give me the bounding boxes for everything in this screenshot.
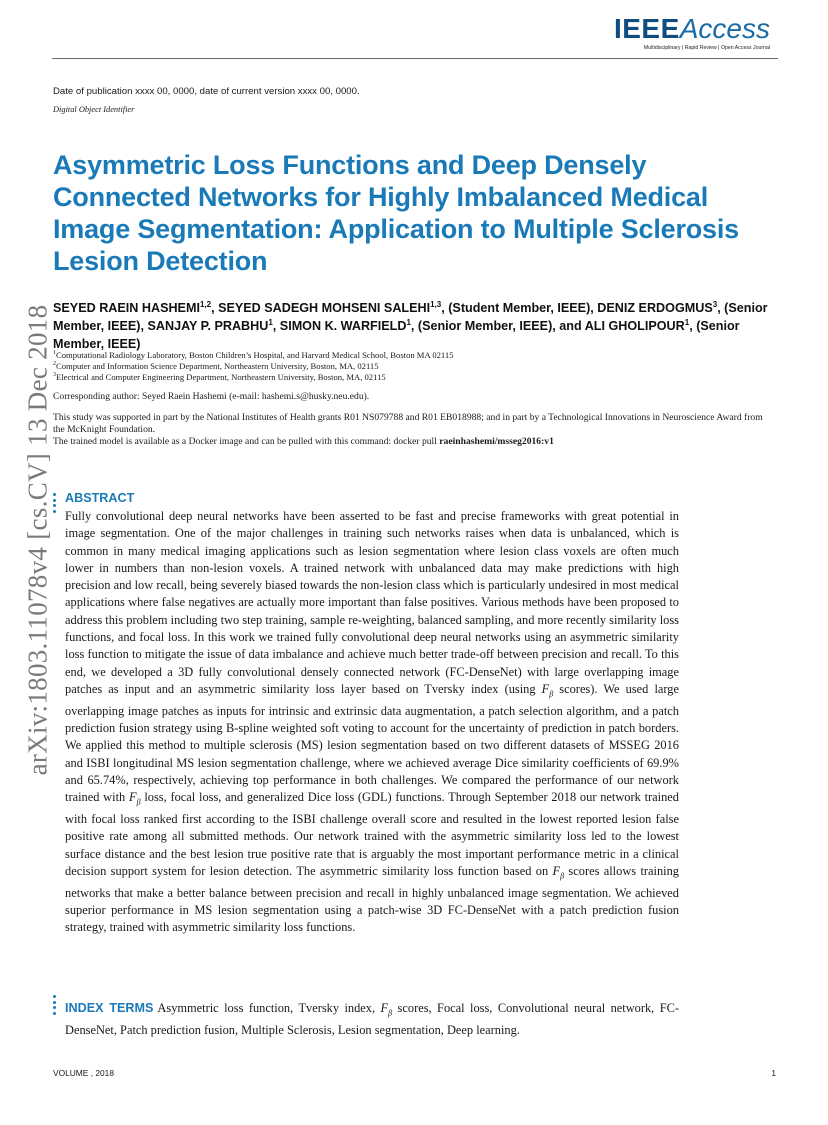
affiliation-text: Computer and Information Science Department, Northeastern University, Boston, MA, 02115 [56,361,379,371]
abstract-heading: ABSTRACT [65,491,135,505]
author-suffix: , (Senior Member, IEEE), [53,301,768,333]
author-suffix: , [272,319,280,333]
docker-text: The trained model is available as a Docker image and can be pulled with this command: docker pull [53,436,440,447]
affiliation-number: 1 [53,350,56,357]
affiliation-item [53,350,454,361]
f-beta-subscript: β [560,871,565,881]
f-beta-subscript: β [549,689,554,699]
author-suffix: , [211,301,219,315]
affiliation-item [53,361,454,372]
author-name: SANJAY P. PRABHU [147,319,269,333]
funding-text: This study was supported in part by the National Institutes of Health grants R01 NS079788 and R01 EB018988; and in part by a Technological Innovations in Neuroscience Award from the McKnight Foundation. [53,412,763,435]
abstract-segment: scores allows training networks that make a better balance between precision and recall in highly unbalanced image segmentation. We achieved superior performance in MS lesion segmentation using a patch-wise 3D FC-DenseNet with a patch prediction fusion strategy, trained with asymmetric similarity loss functions. [65,863,679,935]
author-name: DENIZ ERDOGMUS [597,301,713,315]
f-beta-symbol [552,863,565,881]
affiliation-text: Electrical and Computer Engineering Department, Northeastern University, Boston, MA, 02115 [56,372,386,382]
abstract-marker-icon [53,493,57,515]
index-terms-marker-icon [53,995,57,1017]
f-beta-subscript: β [136,797,141,807]
index-terms-segment: Asymmetric loss function, Tversky index, [157,1001,381,1015]
logo-tagline: Multidisciplinary | Rapid Review | Open Access Journal [643,45,770,51]
author-affiliation-marker: 3 [712,299,718,309]
abstract-segment: loss, focal loss, and generalized Dice loss (GDL) functions. Through September 2018 our network trained with focal loss ranked first according to the ISBI challenge overall score and resulted in the lowest reported lesion false positive rate among all submitted methods. Our network trained with the asymmetric similarity loss led to the lowest surface distance and the best lesion true positive rate that is arguably the most important performance metric in a clinical decision support system for lesion detection. The asymmetric similarity loss function based on [65,790,680,878]
author-affiliation-marker: 1,2 [199,299,212,309]
f-beta-letter: F [552,863,561,878]
affiliation-number: 2 [53,361,56,368]
index-terms [65,1000,679,1039]
abstract-text [65,508,679,937]
paper-title: Asymmetric Loss Functions and Deep Densely Connected Networks for Highly Imbalanced Medical Image Segmentation: Application to Multiple Sclerosis Lesion Detection [53,150,739,276]
author-name: SIMON K. WARFIELD [279,319,407,333]
ieee-access-logo [614,14,770,51]
arxiv-stamp: arXiv:1803.11078v4 [cs.CV] 13 Dec 2018 [22,304,53,776]
docker-command: raeinhashemi/msseg2016:v1 [439,436,554,447]
footer-volume: VOLUME , 2018 [53,1068,114,1078]
doi-label: Digital Object Identifier [53,105,135,114]
f-beta-symbol [128,790,141,807]
author-suffix: , (Senior Member, IEEE), and [410,319,585,333]
f-beta-letter: F [541,681,550,696]
logo-ieee-text: IEEE [613,13,680,44]
author-name: ALI GHOLIPOUR [584,319,685,333]
index-terms-heading: INDEX TERMS [65,1001,154,1015]
publication-date: Date of publication xxxx 00, 0000, date of current version xxxx 00, 0000. [53,86,360,97]
logo-access-text: Access [679,13,770,44]
f-beta-letter: F [128,790,137,805]
f-beta-letter: F [380,1001,389,1015]
corresponding-author: Corresponding author: Seyed Raein Hashemi (e-mail: hashemi.s@husky.neu.edu). [53,391,370,402]
f-beta-subscript: β [388,1008,393,1018]
author-suffix: , (Student Member, IEEE), [441,301,598,315]
author-affiliation-marker: 1 [406,317,411,327]
author-name: SEYED SADEGH MOHSENI SALEHI [218,301,431,315]
author-affiliation-marker: 1,3 [430,299,442,309]
index-terms-segment: scores, Focal loss, Convolutional neural network, FC-DenseNet, Patch prediction fusion, Multiple Sclerosis, Lesion segmentation, Deep learning. [65,1001,679,1037]
author-suffix: , (Senior Member, IEEE) [53,319,740,351]
affiliation-text: Computational Radiology Laboratory, Boston Children’s Hospital, and Harvard Medical School, Boston MA 02115 [56,350,454,360]
f-beta-symbol [541,681,554,699]
abstract-segment: Fully convolutional deep neural networks have been asserted to be fast and precise frameworks with great potential in image segmentation. One of the major challenges in training such networks raises when data is unbalanced, which is common in many medical imaging applications such as lesion segmentation where lesion class voxels are often much lower in numbers than non-lesion voxels. A trained network with unbalanced data may make predictions with high precision and low recall, being severely biased towards the non-lesion class which is particularly undesired in most medical applications where false negatives are actually more important than false positives. Various methods have been proposed to address this problem including two step training, sample re-weighting, balanced sampling, and more recently similarity loss functions, and focal loss. In this work we trained fully convolutional deep neural networks using an asymmetric similarity loss function to mitigate the issue of data imbalance and achieve much better trade-off between precision and recall. To this end, we developed a 3D fully convolutional densely connected network (FC-DenseNet) with large overlapping image patches as input and an asymmetric similarity loss layer based on Tversky index (using [65,509,679,696]
abstract-segment: scores). We used large overlapping image patches as inputs for intrinsic and extrinsic data augmentation, a patch selection algorithm, and a patch prediction fusion strategy using B-spline weighted soft voting to account for the uncertainty of prediction in patch borders. We applied this method to multiple sclerosis (MS) lesion segmentation based on two different datasets of MSSEG 2016 and ISBI longitudinal MS lesion segmentation challenge, where we achieved average Dice similarity coefficients of 69.9% and 65.74%, respectively, achieving top performance in both challenges. We compared the performance of our network trained with [65,681,679,805]
author-affiliation-marker: 1 [268,317,273,327]
affiliation-number: 3 [53,372,56,379]
affiliation-list [53,350,454,383]
page-number: 1 [771,1068,776,1078]
affiliation-item [53,372,454,383]
funding-note [53,412,773,448]
author-name: SEYED RAEIN HASHEMI [53,301,200,315]
index-terms-text [65,1001,679,1037]
author-list [53,299,773,353]
f-beta-symbol [380,1001,393,1018]
author-affiliation-marker: 1 [684,317,690,327]
header-divider [52,58,778,59]
